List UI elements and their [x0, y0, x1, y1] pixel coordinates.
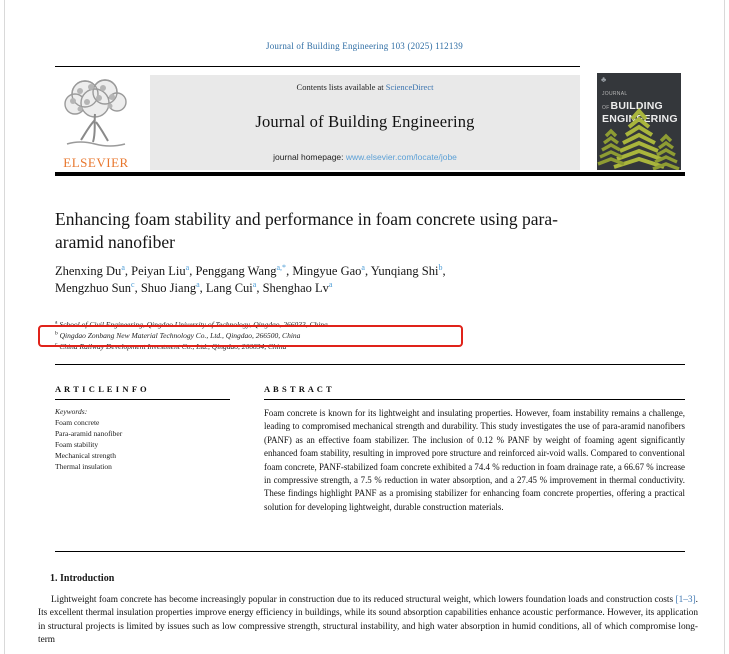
keyword: Thermal insulation [55, 462, 112, 471]
introduction-heading: 1. Introduction [50, 573, 115, 584]
elsevier-wordmark: ELSEVIER [63, 155, 129, 170]
journal-cover-thumbnail [597, 73, 681, 170]
abstract-text: Foam concrete is known for its lightweight and insulating properties. However, foam instability remains a challenge, leading to compromised mechanical strength and durability. This study investigates the use of para-aramid nanofibers (PANF) as an effective foam stabilizer. The inclusion of 0.12 % PANF by weight of foaming agent significantly enhanced foam stability, resulting in improved pore structure and reinforced air-void walls. Compared to conventional foam concrete, PANF-stabilized foam concrete exhibited a 74.4 % reduction in foam drainage rate, a 66.67 % increase in compressive strength, a 7.5 % reduction in water absorption, and a 27.45 % improvement in thermal conductivity. These findings highlight PANF as a promising stabilizer for enhancing foam concrete properties, offering a practical solution for developing lightweight, durable construction materials. [264, 408, 685, 512]
affiliation-c: $^c$ China Railway Development Investment Co., Ltd., Qingdao, 266034, China [55, 341, 287, 351]
keyword: Foam concrete [55, 418, 100, 427]
keywords-label: Keywords: [55, 407, 88, 416]
author-affil-sup: a [252, 279, 257, 289]
affiliation-divider-rule [55, 364, 685, 365]
contents-prefix: Contents lists available at [296, 82, 386, 92]
author: Yunqiang Shi$^b$, [370, 262, 446, 278]
journal-header-box [150, 75, 580, 170]
abstract-rule [264, 399, 685, 400]
author-affil-sup: a [361, 262, 365, 272]
cover-trees-icon [597, 108, 681, 170]
author-affil-sup: b [438, 262, 443, 272]
cover-title-line1: BUILDING [610, 99, 663, 112]
highlight-annotation-box [38, 325, 463, 347]
affiliation-b: $^b$ Qingdao Zonbang New Material Technology Co., Ltd., Qingdao, 266500, China [55, 330, 301, 340]
affiliation-a: $^a$ School of Civil Engineering, Qingdao University of Technology, Qingdao, 266033, China [55, 319, 328, 329]
author: Mengzhuo Sun$^c$, [55, 279, 141, 295]
contents-line [150, 82, 580, 92]
page-left-edge [4, 0, 5, 654]
abstract-bottom-rule [55, 551, 685, 552]
elsevier-tree-icon [55, 76, 137, 152]
author-affil-sup: c [131, 279, 135, 289]
author: Shuo Jiang$^a$, [140, 279, 206, 295]
keyword: Para-aramid nanofiber [55, 429, 123, 438]
author-affil-sup: a [328, 279, 333, 289]
author-affil-sup: a,* [276, 262, 287, 272]
author: Lang Cui$^a$, [205, 279, 263, 295]
journal-title: Journal of Building Engineering [255, 112, 475, 131]
abstract-heading: A B S T R A C T [264, 384, 333, 394]
sciencedirect-link[interactable]: ScienceDirect [385, 82, 434, 92]
author: Mingyue Gao$^a$, [292, 262, 371, 278]
homepage-line [150, 152, 580, 162]
citation-link[interactable]: [1–3] [675, 595, 696, 605]
author: Shenghao Lv$^a$ [262, 279, 333, 295]
elsevier-mini-logo-icon: ♣ [601, 75, 607, 84]
author-affil-sup: a [196, 279, 200, 289]
article-info-heading: A R T I C L E I N F O [55, 384, 148, 394]
header-bottom-rule [55, 172, 685, 176]
intro-text-before-citation: Lightweight foam concrete has become increasingly popular in construction due to its reduced structural weight, which lowers foundation loads and construction costs [51, 595, 676, 605]
keyword: Mechanical strength [55, 451, 117, 460]
abstract-column [264, 384, 685, 514]
author-affil-sup: a [185, 262, 190, 272]
article-info-column [55, 384, 230, 472]
header-top-rule [55, 66, 580, 67]
author: Peiyan Liu$^a$, [131, 262, 196, 278]
cover-title-line2: ENGINEERING [602, 113, 678, 125]
homepage-link[interactable]: www.elsevier.com/locate/jobe [345, 152, 457, 162]
elsevier-logo [53, 76, 139, 170]
author-affil-sup: a [121, 262, 125, 272]
article-info-rule [55, 399, 230, 400]
intro-text-after-citation: . Its excellent thermal insulation properties improve energy efficiency in buildings, while its sound absorption capabilities enhance acoustic performance. However, its application in structural projects is limited by issues such as low compressive strength, structural instability, and high water absorption in humid conditions, all of which compromise long-term [38, 595, 698, 645]
homepage-prefix: journal homepage: [273, 152, 346, 162]
page-right-edge [724, 0, 725, 654]
cover-journal-of: JOURNAL OF [602, 91, 628, 111]
author: Penggang Wang$^{a,*}$, [195, 262, 293, 278]
article-title: Enhancing foam stability and performance in foam concrete using para-aramid nanofiber [55, 209, 558, 253]
introduction-paragraph [38, 594, 698, 647]
keyword: Foam stability [55, 440, 99, 449]
author-list [55, 263, 655, 296]
journal-reference: Journal of Building Engineering 103 (2025) 112139 [266, 41, 463, 51]
author: Zhenxing Du$^a$, [55, 262, 132, 278]
